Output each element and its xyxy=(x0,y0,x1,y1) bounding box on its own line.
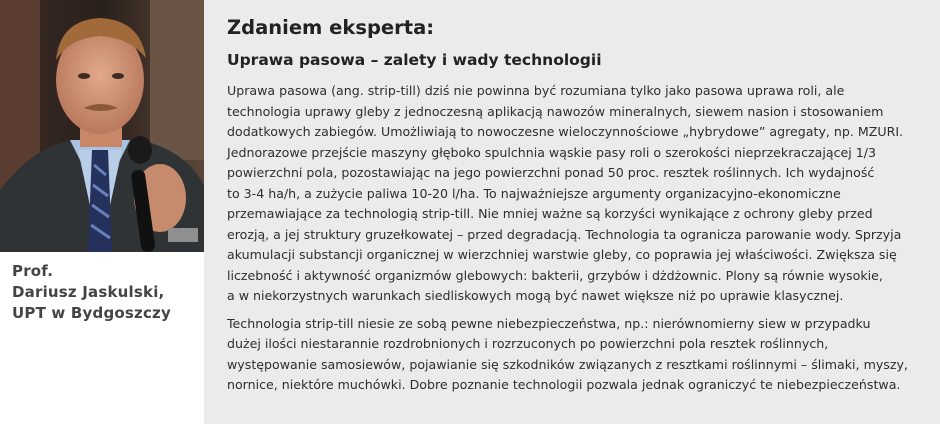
expert-column xyxy=(0,0,204,424)
article-paragraph-2 xyxy=(227,314,928,396)
paragraph-line: liczebność i aktywność organizmów glebowych: bakterii, grzybów i dżdżownic. Plony są równie wysokie, xyxy=(227,267,883,283)
paragraph-line: występowanie samosiewów, pojawianie się szkodników związanych z resztkami roślinnymi – ślimaki, myszy, xyxy=(227,356,908,372)
paragraph-line: nornice, niektóre muchówki. Dobre poznanie technologii pozwala jednak ograniczyć te niebezpieczeństwa. xyxy=(227,377,901,392)
expert-photo xyxy=(0,0,204,252)
paragraph-line: Jednorazowe przejście maszyny głęboko spulchnia wąskie pasy roli o szerokości nieprzekraczającej 1/3 xyxy=(227,144,877,160)
article-panel xyxy=(204,0,940,424)
paragraph-line: technologia uprawy gleby z jednoczesną aplikacją nawozów mineralnych, siewem nasion i stosowaniem xyxy=(227,103,884,119)
article-paragraph-1 xyxy=(227,81,928,307)
paragraph-line: to 3-4 ha/h, a zużycie paliwa 10-20 l/ha. To najważniejsze argumenty organizacyjno-ekonomiczne xyxy=(227,185,841,201)
paragraph-line: dużej ilości niestarannie rozdrobnionych i rozrzuconych po powierzchni pola resztek roślinnych, xyxy=(227,336,829,351)
caption-title: Prof. xyxy=(12,262,54,280)
caption-affiliation: UPT w Bydgoszczy xyxy=(12,304,171,322)
paragraph-line: przemawiające za technologią strip-till. Nie mniej ważne są korzyści wynikające z ochrony gleby przed xyxy=(227,206,873,221)
paragraph-line: powierzchni pola, pozostawiając na jego powierzchni ponad 50 proc. resztek roślinnych. Ich wydajność xyxy=(227,165,875,180)
paragraph-line: Technologia strip-till niesie ze sobą pewne niebezpieczeństwa, np.: nierównomierny siew w przypadku xyxy=(227,315,871,331)
paragraph-line: akumulacji substancji organicznej w wierzchniej warstwie gleby, co poprawia jej właściwości. Zwiększa się xyxy=(227,247,897,262)
caption-name: Dariusz Jaskulski, xyxy=(12,283,165,301)
expert-caption xyxy=(0,261,204,324)
paragraph-line: dodatkowych zabiegów. Umożliwiają to nowoczesne wieloczynnościowe „hybrydowe” agregaty, np. MZURI. xyxy=(227,124,904,139)
paragraph-line: a w niekorzystnych warunkach siedliskowych mogą być nawet większe niż po uprawie klasycznej. xyxy=(227,288,844,303)
article-heading: Zdaniem eksperta: xyxy=(227,16,435,39)
paragraph-line: Uprawa pasowa (ang. strip-till) dziś nie powinna być rozumiana tylko jako pasowa uprawa roli, ale xyxy=(227,83,845,98)
paragraph-line: erozją, a jej struktury gruzełkowatej – przed degradacją. Technologia ta ogranicza parowanie wody. Sprzyja xyxy=(227,226,902,242)
article-subheading: Uprawa pasowa – zalety i wady technologii xyxy=(227,51,602,69)
